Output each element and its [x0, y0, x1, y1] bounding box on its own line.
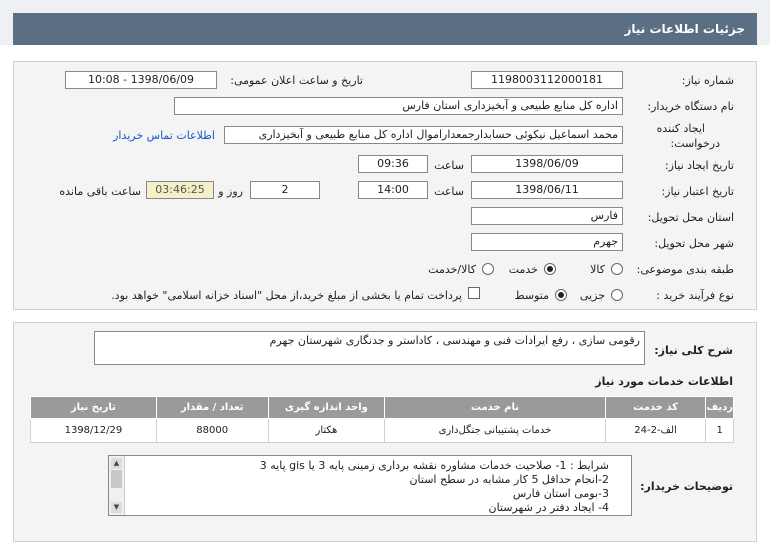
city-label: شهر محل تحویل: — [654, 237, 734, 250]
create-date-label: تاریخ ایجاد نیاز: — [664, 159, 734, 172]
city-field: جهرم — [471, 233, 623, 251]
notes-line-3: 3-بومی استان فارس — [512, 487, 609, 500]
buyer-org-field: اداره کل منابع طبیعی و آبخیزداری استان فارس — [174, 97, 623, 115]
validity-time-label: ساعت — [434, 185, 464, 198]
category-service-radio[interactable] — [544, 263, 556, 275]
create-time-label: ساعت — [434, 159, 464, 172]
create-date-field: 1398/06/09 — [471, 155, 623, 173]
creator-label: ایجاد کننده — [656, 122, 705, 135]
remaining-time-label: ساعت باقی مانده — [59, 185, 141, 198]
days-label: روز و — [218, 185, 243, 198]
buyer-org-label: نام دستگاه خریدار: — [647, 100, 734, 113]
notes-line-2: 2-انجام حداقل 5 کار مشابه در سطح استان — [409, 473, 609, 486]
services-table — [30, 396, 734, 443]
validity-date-field: 1398/06/11 — [471, 181, 623, 199]
notes-line-4: 4- ایجاد دفتر در شهرستان — [488, 501, 609, 514]
description-label: شرح کلی نیاز: — [654, 344, 733, 357]
category-goods-label: کالا — [590, 263, 605, 276]
col-row: ردیف — [706, 397, 734, 419]
need-number-label: شماره نیاز: — [681, 74, 734, 87]
cell-service-name: خدمات پشتیبانی جنگل‌داری — [385, 419, 605, 443]
process-medium-radio[interactable] — [555, 289, 567, 301]
table-row — [31, 419, 734, 443]
scroll-up-icon[interactable]: ▲ — [111, 458, 122, 469]
notes-scrollbar[interactable] — [109, 456, 125, 515]
category-goods-service-radio[interactable] — [482, 263, 494, 275]
services-table-header — [31, 397, 734, 419]
creator-field: محمد اسماعیل نیکوئی حسابدارجمعداراموال اداره کل منابع طبیعی و آبخیزداری — [224, 126, 623, 144]
scroll-down-icon[interactable]: ▼ — [111, 502, 122, 513]
description-field — [94, 331, 645, 365]
cell-row: 1 — [706, 419, 734, 443]
cell-quantity: 88000 — [156, 419, 268, 443]
cell-need-date: 1398/12/29 — [31, 419, 157, 443]
buyer-notes-box[interactable] — [108, 455, 632, 516]
create-time-field: 09:36 — [358, 155, 428, 173]
process-minor-radio[interactable] — [611, 289, 623, 301]
col-unit: واحد اندازه گیری — [268, 397, 385, 419]
category-goods-service-label: کالا/خدمت — [428, 263, 476, 276]
process-minor-label: جزیی — [579, 289, 605, 302]
notes-line-1: شرایط : 1- صلاحیت خدمات مشاوره نقشه برداری زمینی پایه 3 یا gis پایه 3 — [259, 459, 609, 472]
col-quantity: تعداد / مقدار — [156, 397, 268, 419]
creator-label-line2: درخواست: — [670, 137, 720, 150]
province-label: استان محل تحویل: — [647, 211, 734, 224]
process-type-label: نوع فرآیند خرید : — [656, 289, 734, 302]
buyer-contact-link[interactable]: اطلاعات تماس خریدار — [113, 129, 215, 142]
treasury-checkbox[interactable] — [468, 287, 480, 299]
services-section-title: اطلاعات خدمات مورد نیاز — [595, 375, 733, 388]
cell-unit: هکتار — [268, 419, 385, 443]
announce-datetime-label: تاریخ و ساعت اعلان عمومی: — [230, 74, 363, 87]
category-label: طبقه بندی موضوعی: — [636, 263, 734, 276]
category-service-label: خدمت — [508, 263, 538, 276]
page-title: جزئیات اطلاعات نیاز — [13, 13, 757, 45]
remaining-time-field: 03:46:25 — [146, 181, 214, 199]
col-service-name: نام خدمت — [385, 397, 605, 419]
treasury-text: پرداخت تمام یا بخشی از مبلغ خرید،از محل "اسناد خزانه اسلامی" خواهد بود. — [111, 289, 462, 302]
province-field: فارس — [471, 207, 623, 225]
category-goods-radio[interactable] — [611, 263, 623, 275]
announce-datetime-field: 1398/06/09 - 10:08 — [65, 71, 217, 89]
process-medium-label: متوسط — [514, 289, 549, 302]
col-need-date: تاریخ نیاز — [31, 397, 157, 419]
buyer-notes-label: توضیحات خریدار: — [640, 480, 733, 493]
cell-service-code: الف-2-24 — [605, 419, 706, 443]
validity-time-field: 14:00 — [358, 181, 428, 199]
need-number-field: 1198003112000181 — [471, 71, 623, 89]
page-header — [0, 0, 770, 45]
scroll-thumb[interactable] — [111, 470, 122, 488]
validity-date-label: تاریخ اعتبار نیاز: — [661, 185, 734, 198]
description-text: رقومی سازی ، رفع ایرادات فنی و مهندسی ، کاداستر و جدنگاری شهرستان جهرم — [269, 334, 640, 347]
remaining-days-field: 2 — [250, 181, 320, 199]
col-service-code: کد خدمت — [605, 397, 706, 419]
